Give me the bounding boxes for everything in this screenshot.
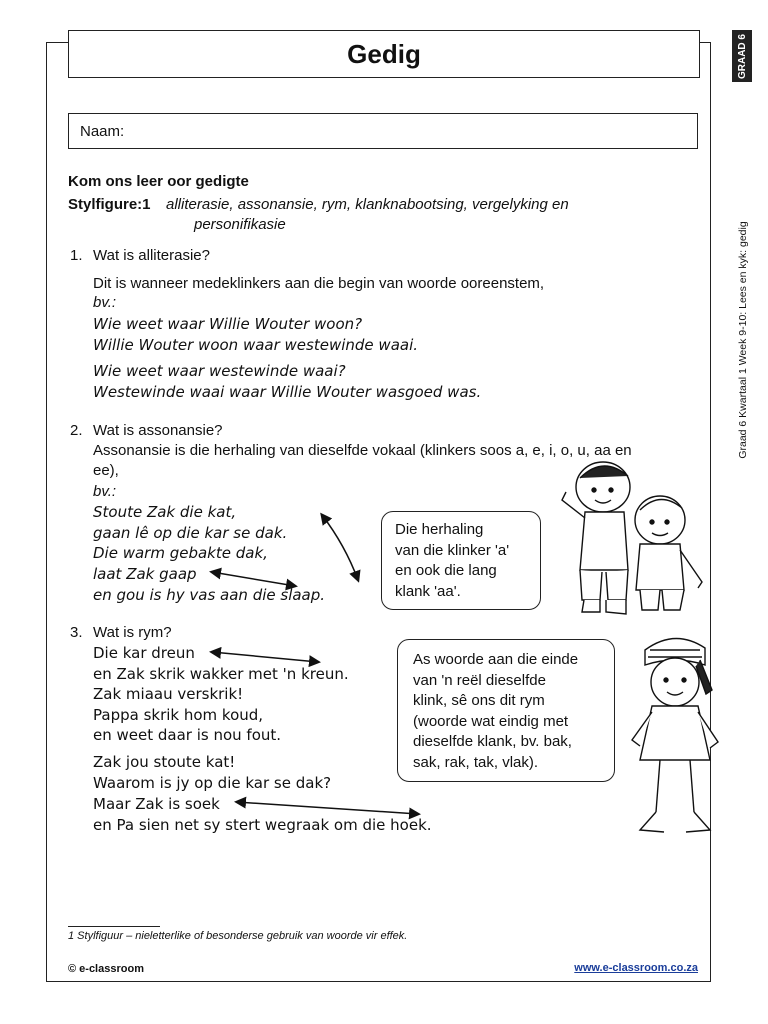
q1-bv: bv.: — [93, 294, 117, 311]
footnote-divider — [68, 926, 160, 927]
grade-tab: GRAAD 6 — [732, 30, 752, 82]
bubble-line: van 'n reël dieselfde — [413, 671, 546, 689]
q2-line: en gou is hy vas aan die slaap. — [93, 586, 326, 604]
q2-bv: bv.: — [93, 483, 117, 500]
q3-question: Wat is rym? — [93, 624, 172, 641]
q1-line: Westewinde waai waar Willie Wouter wasgoed was. — [93, 383, 482, 401]
q2-line: gaan lê op die kar se dak. — [93, 524, 288, 542]
q3-number: 3. — [70, 624, 83, 641]
q1-question: Wat is alliterasie? — [93, 247, 210, 264]
q2-line: Die warm gebakte dak, — [93, 544, 268, 562]
bubble-line: klink, sê ons dit rym — [413, 692, 545, 709]
q3-line: Zak jou stoute kat! — [93, 753, 236, 771]
q1-line: Wie weet waar westewinde waai? — [93, 362, 346, 380]
bubble-line: van die klinker 'a' — [395, 541, 510, 559]
side-caption: Graad 6 Kwartaal 1 Week 9-10: Lees en kyk: gedig — [737, 221, 749, 459]
assonance-speech-bubble — [381, 511, 541, 610]
footer-url-link[interactable]: www.e-classroom.co.za — [574, 962, 698, 974]
bubble-line: (woorde wat eindig met — [413, 712, 569, 730]
stylfigure-line2: personifikasie — [194, 216, 286, 233]
q3-line: Waarom is jy op die kar se dak? — [93, 774, 332, 792]
q3-line: Die kar dreun — [93, 644, 195, 662]
bubble-line: As woorde aan die einde — [413, 651, 579, 668]
q2-question: Wat is assonansie? — [93, 422, 223, 439]
q1-line: Wie weet waar Willie Wouter woon? — [93, 315, 363, 333]
q3-line: en Pa sien net sy stert wegraak om die hoek. — [93, 816, 432, 834]
q3-line: Pappa skrik hom koud, — [93, 706, 264, 724]
q2-number: 2. — [70, 422, 83, 439]
q2-explanation: Assonansie is die herhaling van dieselfde vokaal (klinkers soos a, e, i, o, u, aa en — [93, 442, 632, 459]
q2-line: laat Zak gaap — [93, 565, 197, 583]
bubble-line: sak, rak, tak, vlak). — [413, 753, 539, 771]
q3-line: Zak miaau verskrik! — [93, 685, 244, 703]
bubble-line: dieselfde klank, bv. bak, — [413, 733, 572, 750]
footnote: 1 Stylfiguur – nieletterlike of besonderse gebruik van woorde vir effek. — [68, 930, 408, 942]
rhyme-speech-bubble — [397, 639, 615, 782]
q1-line: Willie Wouter woon waar westewinde waai. — [93, 336, 419, 354]
q1-explanation: Dit is wanneer medeklinkers aan die begin van woorde ooreenstem, — [93, 275, 545, 292]
q3-line: Maar Zak is soek — [93, 795, 220, 813]
name-label: Naam: — [80, 122, 125, 140]
stylfigure-line1: alliterasie, assonansie, rym, klanknabootsing, vergelyking en — [166, 196, 569, 213]
q2-explanation: ee), — [93, 462, 119, 479]
footer-copyright: © e-classroom — [68, 963, 144, 975]
q3-line: en weet daar is nou fout. — [93, 726, 282, 744]
stylfigure-label: Stylfigure:1 — [68, 196, 151, 213]
q2-line: Stoute Zak die kat, — [93, 503, 237, 521]
page-title: Gedig — [68, 30, 700, 78]
bubble-line: en ook die lang — [395, 562, 497, 579]
q1-number: 1. — [70, 247, 83, 264]
bubble-line: Die herhaling — [395, 521, 484, 538]
q3-line: en Zak skrik wakker met 'n kreun. — [93, 665, 349, 683]
intro-heading: Kom ons leer oor gedigte — [68, 173, 249, 190]
bubble-line: klank 'aa'. — [395, 582, 461, 600]
name-field[interactable] — [68, 113, 698, 149]
